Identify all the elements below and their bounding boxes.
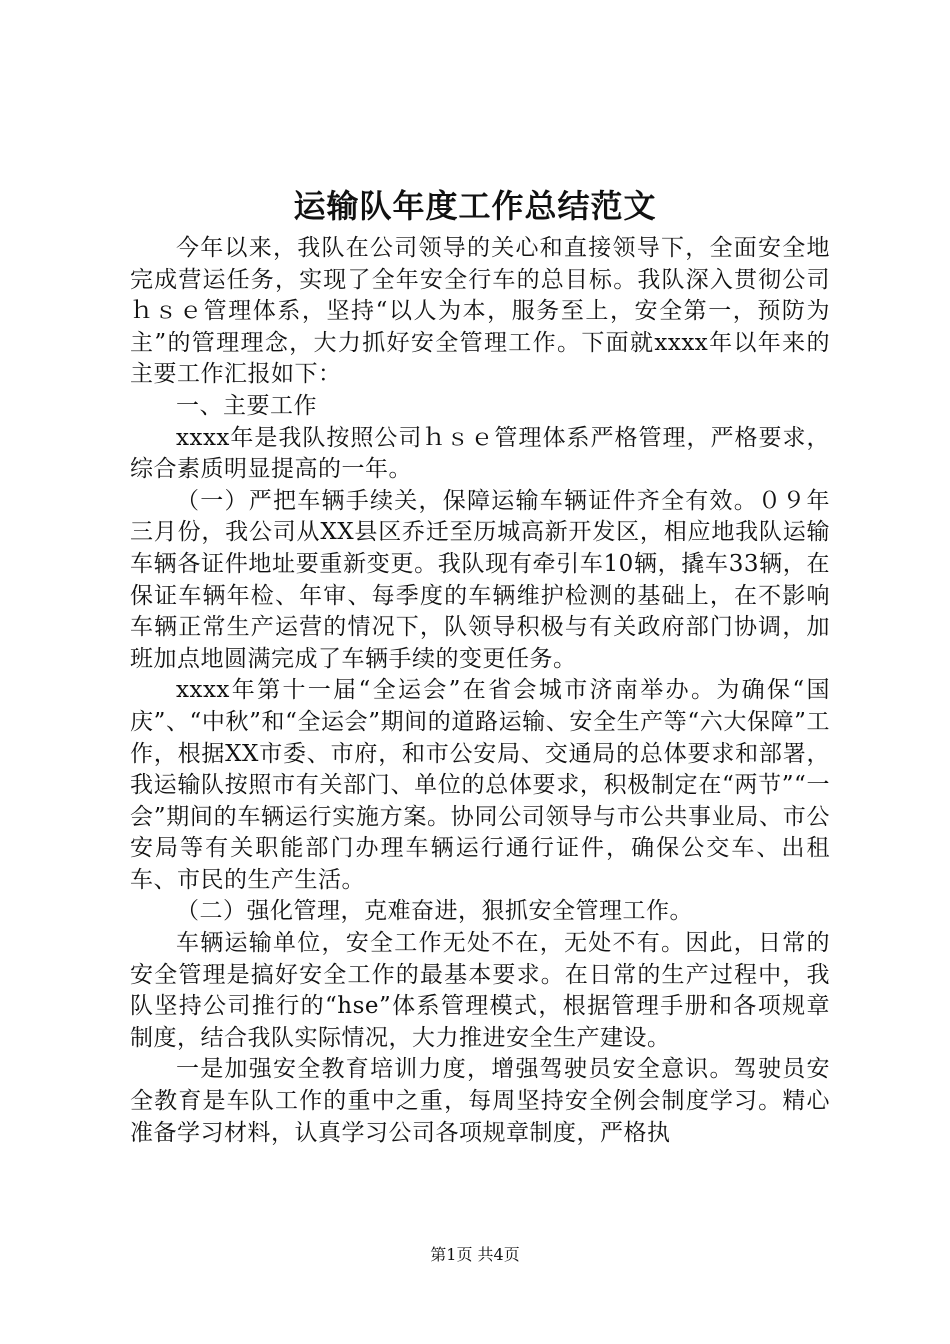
paragraph-vehicle-procedures: （一）严把车辆手续关，保障运输车辆证件齐全有效。０９年三月份，我公司从XX县区乔迁至历城高新开发区，相应地我队运输车辆各证件地址要重新变更。我队现有牵引车10辆，撬车33辆，在保证车辆年检、年审、每季度的车辆维护检测的基础上，在不影响车辆正常生产运营的情况下，队领导积极与有关政府部门协调，加班加点地圆满完成了车辆手续的变更任务。	[130, 487, 830, 672]
document-title: 运输队年度工作总结范文	[293, 187, 657, 225]
section-heading-safety-management: （二）强化管理，克难奋进，狠抓安全管理工作。	[176, 898, 693, 925]
document-body	[130, 233, 830, 1149]
paragraph-year-summary: xxxx年是我队按照公司ｈｓｅ管理体系严格管理，严格要求，综合素质明显提高的一年。	[130, 424, 830, 483]
paragraph-safety-training: 一是加强安全教育培训力度，增强驾驶员安全意识。驾驶员安全教育是车队工作的重中之重，每周坚持安全例会制度学习。精心准备学习材料，认真学习公司各项规章制度，严格执	[130, 1056, 830, 1146]
paragraph-safety-work: 车辆运输单位，安全工作无处不在，无处不有。因此，日常的安全管理是搞好安全工作的最基本要求。在日常的生产过程中，我队坚持公司推行的“hse”体系管理模式，根据管理手册和各项规章制度，结合我队实际情况，大力推进安全生产建设。	[130, 930, 830, 1051]
section-heading-main-work: 一、主要工作	[176, 392, 317, 419]
page-footer: 第1页 共4页	[430, 1245, 520, 1264]
paragraph-intro: 今年以来，我队在公司领导的关心和直接领导下，全面安全地完成营运任务，实现了全年安全行车的总目标。我队深入贯彻公司ｈｓｅ管理体系，坚持“以人为本，服务至上，安全第一，预防为主”的管理理念，大力抓好安全管理工作。下面就xxxx年以年来的主要工作汇报如下：	[130, 235, 830, 388]
paragraph-national-games: xxxx年第十一届“全运会”在省会城市济南举办。为确保“国庆”、“中秋”和“全运会”期间的道路运输、安全生产等“六大保障”工作，根据XX市委、市府，和市公安局、交通局的总体要求和部署，我运输队按照市有关部门、单位的总体要求，积极制定在“两节”“一会”期间的车辆运行实施方案。协同公司领导与市公共事业局、市公安局等有关职能部门办理车辆运行通行证件，确保公交车、出租车、市民的生产生活。	[130, 677, 830, 893]
